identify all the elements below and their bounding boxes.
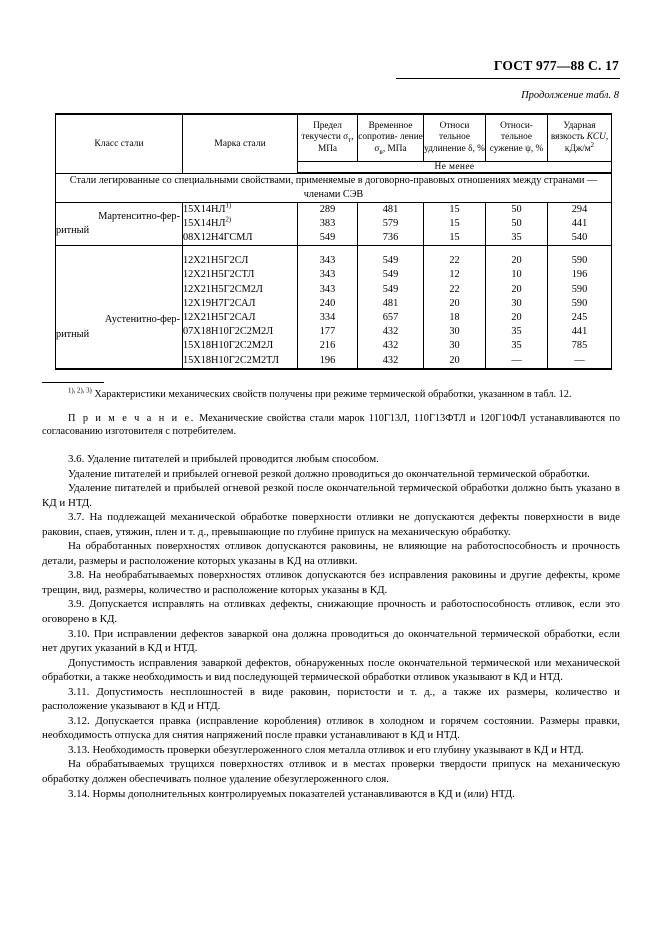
body-text-block — [42, 452, 620, 801]
footnote-text: Характеристики механических свойств получены при режиме термической обработки, указанном в табл. 12. — [91, 389, 572, 400]
footnote-divider — [42, 382, 104, 383]
cell-value: 294 — [571, 203, 588, 215]
class-label-line-2: ритный — [56, 328, 90, 340]
reduction-line-4: ψ, % — [525, 143, 544, 154]
cell-value: 30 — [511, 297, 522, 309]
cell-value: 216 — [319, 340, 336, 352]
cell-value: 240 — [319, 297, 336, 309]
reduction-cell-group-0 — [486, 202, 548, 246]
grade-value: 15Х18Н10Г2С2М2ТЛ — [183, 354, 279, 366]
paragraph-machined-surfaces: На обработанных поверхностях отливок допускаются раковины, не влияющие на работоспособность и прочность детали, размеры и расположение которых указаны в КД на отливки. — [42, 540, 620, 567]
paragraph-3-9: 3.9. Допускается исправлять на отливках дефекты, снижающие прочность и работоспособность отливок, если это оговорено в КД. — [42, 598, 620, 626]
cell-value: 441 — [571, 326, 588, 338]
cell-value: 245 — [571, 311, 588, 323]
table-section-title — [56, 173, 612, 202]
section-title-line-1: Стали легированные со специальными свойствами, применяемые в договорно-правовых отношениях — [69, 175, 511, 186]
cell-value: 549 — [382, 283, 399, 295]
cell-value: 18 — [449, 311, 460, 323]
mechanical-properties-table — [55, 113, 612, 370]
table-continuation-label: Продолжение табл. 8 — [521, 90, 619, 101]
mechanical-properties-table-wrapper — [55, 113, 611, 370]
grade-value: 12Х21Н5Г2СЛ — [183, 255, 249, 267]
cell-value: — — [574, 354, 585, 366]
cell-value: 343 — [319, 269, 336, 281]
cell-value: 30 — [449, 340, 460, 352]
cell-value: 22 — [449, 255, 460, 267]
cell-value: 20 — [511, 311, 522, 323]
paragraph-3-11: 3.11. Допустимость несплошностей в виде раковин, пористости и т. д., а также их размеры, количество и расположение указывают в КД и НТД. — [42, 685, 620, 713]
table-header-row — [56, 114, 612, 162]
paragraph-3-12: 3.12. Допускается правка (исправление коробления) отливок в холодном и горячем состоянии. Размеры правки, необходимость отпуска для снятия напряжений после правки устанавливают в КД и НТД. — [42, 714, 620, 742]
grade-cell-group-0 — [183, 202, 298, 246]
cell-value: 12 — [449, 269, 460, 281]
cell-value: — — [511, 354, 522, 366]
cell-value: 20 — [511, 255, 522, 267]
steel-class-martensitic-ferritic — [56, 202, 183, 246]
cell-value: 590 — [571, 283, 588, 295]
table-row — [56, 202, 612, 246]
impact-line-3: KCU, — [586, 132, 609, 143]
cell-value: 549 — [382, 255, 399, 267]
footnote-markers: 1), 2), 3) — [68, 387, 92, 395]
impact-cell-group-1 — [548, 246, 612, 369]
paragraph-3-6: 3.6. Удаление питателей и прибылей проводится любым способом. — [68, 453, 379, 465]
grade-value: 12Х21Н5Г2СМ2Л — [183, 283, 263, 295]
paragraph-3-7: 3.7. На подлежащей механической обработке поверхности отливки не допускаются дефекты поверхности в виде раковин, спаев, утяжин, плен и т. д., превышающие по глубине припуск на механическую обработку. — [42, 511, 620, 538]
grade-value: 12Х21Н5Г2СТЛ — [183, 269, 255, 281]
paragraph-3-10: 3.10. При исправлении дефектов заваркой она должна проводиться до окончательной термической обработки, если нет других указаний в КД и НТД. — [42, 627, 620, 655]
reduction-line-3: сужение — [489, 143, 523, 154]
grade-value: 15Х14НЛ$^{2)}$ — [183, 216, 232, 229]
note-text: Механические свойства стали марок 110Г13Л, 110Г13ФТЛ и 120Г10ФЛ устанавливаются по согласованию изготовителя с потребителем. — [42, 412, 620, 438]
yield-line-1: Предел — [313, 121, 342, 131]
impact-line-4: кДж/$м^2$ — [564, 141, 595, 154]
column-header-elongation — [424, 114, 486, 162]
note-label: П р и м е ч а н и е. — [68, 412, 195, 424]
footnote-heat-treatment — [42, 388, 620, 402]
column-header-yield-strength — [298, 114, 358, 162]
grade-value: 15Х14НЛ$^{1)}$ — [183, 202, 232, 215]
reduction-cell-group-1 — [486, 246, 548, 369]
page-header-standard: ГОСТ 977—88 С. 17 — [493, 58, 619, 73]
cell-value: 540 — [571, 231, 588, 243]
cell-value: 15 — [449, 217, 460, 229]
cell-value: 579 — [382, 217, 399, 229]
class-label-line-1: Мартенситно-фер- — [98, 210, 180, 222]
cell-value: 343 — [319, 255, 336, 267]
cell-value: 432 — [382, 354, 399, 366]
cell-value: 334 — [319, 311, 336, 323]
grade-value: 12Х21Н5Г2САЛ — [183, 311, 256, 323]
cell-value: 10 — [511, 269, 522, 281]
cell-value: 20 — [511, 283, 522, 295]
paragraph-gating-removal-before: Удаление питателей и прибылей огневой резкой должно проводиться до окончательной термической обработки. — [68, 467, 590, 480]
paragraph-decarburized-layer: На обрабатываемых трущихся поверхностях отливок и в местах проверки твердости припуск на механическую обработку должен обеспечивать полное удаление обезуглероженного слоя. — [42, 758, 620, 786]
column-header-class: Класс стали — [56, 114, 183, 173]
footnote-note — [42, 412, 620, 439]
cell-value: 20 — [449, 354, 460, 366]
cell-value: 785 — [571, 340, 588, 352]
column-header-reduction-of-area — [486, 114, 548, 162]
cell-value: 432 — [382, 326, 399, 338]
cell-value: 481 — [382, 297, 399, 309]
cell-value: 15 — [449, 203, 460, 215]
column-header-grade: Марка стали — [183, 114, 298, 173]
yield-line-3: $\sigma_т$, МПа — [317, 132, 354, 154]
yield-line-2: текучести — [301, 132, 341, 143]
paragraph-3-8: 3.8. На необрабатываемых поверхностях отливок допускаются без исправления раковины и другие дефекты, кроме трещин, вид, размеры, количество и расположение которых указаны в КД. — [42, 569, 620, 596]
cell-value: 50 — [511, 217, 522, 229]
header-divider — [396, 78, 620, 79]
table-row — [56, 246, 612, 369]
impact-line-2: вязкость — [550, 132, 585, 143]
paragraph-weld-repair-admissibility: Допустимость исправления заваркой дефектов, обнаруженных после окончательной термической или механической обработки, а также необходимость и вид последующей термической обработки отливок указывают в КД и НТД. — [42, 656, 620, 684]
impact-line-1: Ударная — [563, 121, 596, 131]
cell-value: 196 — [319, 354, 336, 366]
reduction-line-2: тельное — [501, 132, 532, 143]
grade-value: 12Х19Н7Г2САЛ — [183, 297, 256, 309]
tensile-line-3: ление $\sigma_в$, — [374, 132, 423, 156]
cell-value: 590 — [571, 297, 588, 309]
not-less-than-label: Не менее — [298, 162, 612, 174]
table-body — [56, 173, 612, 369]
column-header-impact-toughness — [548, 114, 612, 162]
elongation-cell-group-0 — [424, 202, 486, 246]
cell-value: 343 — [319, 283, 336, 295]
grade-value: 08Х12Н4ГСМЛ — [183, 231, 253, 243]
cell-value: 289 — [319, 203, 336, 215]
footnotes-block — [42, 388, 620, 439]
class-label-line-2: ритный — [56, 224, 90, 236]
cell-value: 441 — [571, 217, 588, 229]
cell-value: 383 — [319, 217, 336, 229]
cell-value: 50 — [511, 203, 522, 215]
cell-value: 177 — [319, 326, 336, 338]
impact-cell-group-0 — [548, 202, 612, 246]
cell-value: 432 — [382, 340, 399, 352]
cell-value: 35 — [511, 340, 522, 352]
grade-value: 15Х18Н10Г2С2М2Л — [183, 340, 274, 352]
cell-value: 549 — [319, 231, 336, 243]
table-section-title-row — [56, 173, 612, 202]
tensile-line-4: МПа — [387, 143, 407, 154]
paragraph-gating-removal-after: Удаление питателей и прибылей огневой резкой после окончательной термической обработки должно быть указано в КД и НТД. — [42, 482, 620, 509]
column-header-tensile-strength — [358, 114, 424, 162]
elong-line-1: Относи — [439, 121, 470, 131]
cell-value: 20 — [449, 297, 460, 309]
footnote-marker: 1) — [225, 202, 232, 210]
cell-value: 22 — [449, 283, 460, 295]
cell-value: 549 — [382, 269, 399, 281]
cell-value: 35 — [511, 326, 522, 338]
cell-value: 196 — [571, 269, 588, 281]
cell-value: 657 — [382, 311, 399, 323]
tensile-cell-group-0 — [358, 202, 424, 246]
cell-value: 481 — [382, 203, 399, 215]
class-label-line-1: Аустенитно-фер- — [104, 314, 180, 326]
grade-cell-group-1 — [183, 246, 298, 369]
yield-cell-group-1 — [298, 246, 358, 369]
cell-value: 35 — [511, 231, 522, 243]
elong-line-2: тельное — [439, 132, 470, 143]
elong-line-3: удлинение — [424, 143, 466, 154]
paragraph-3-13: 3.13. Необходимость проверки обезуглероженного слоя металла отливок и его глубину указывают в КД и НТД. — [68, 743, 584, 756]
cell-value: 15 — [449, 231, 460, 243]
tensile-cell-group-1 — [358, 246, 424, 369]
cell-value: 736 — [382, 231, 399, 243]
elongation-cell-group-1 — [424, 246, 486, 369]
reduction-line-1: Относи- — [500, 121, 533, 131]
paragraph-3-14: 3.14. Нормы дополнительных контролируемых показателей устанавливаются в КД и (или) НТД. — [68, 787, 515, 800]
tensile-line-2: сопротив- — [358, 132, 398, 143]
elong-line-4: δ, % — [468, 143, 485, 154]
footnote-marker: 2) — [225, 216, 232, 224]
tensile-line-1: Временное — [368, 121, 413, 131]
yield-cell-group-0 — [298, 202, 358, 246]
section-title-line-2: между странами — членами СЭВ — [303, 175, 598, 200]
grade-value: 07Х18Н10Г2С2М2Л — [183, 326, 274, 338]
cell-value: 590 — [571, 255, 588, 267]
steel-class-austenitic-ferritic — [56, 246, 183, 369]
cell-value: 30 — [449, 326, 460, 338]
